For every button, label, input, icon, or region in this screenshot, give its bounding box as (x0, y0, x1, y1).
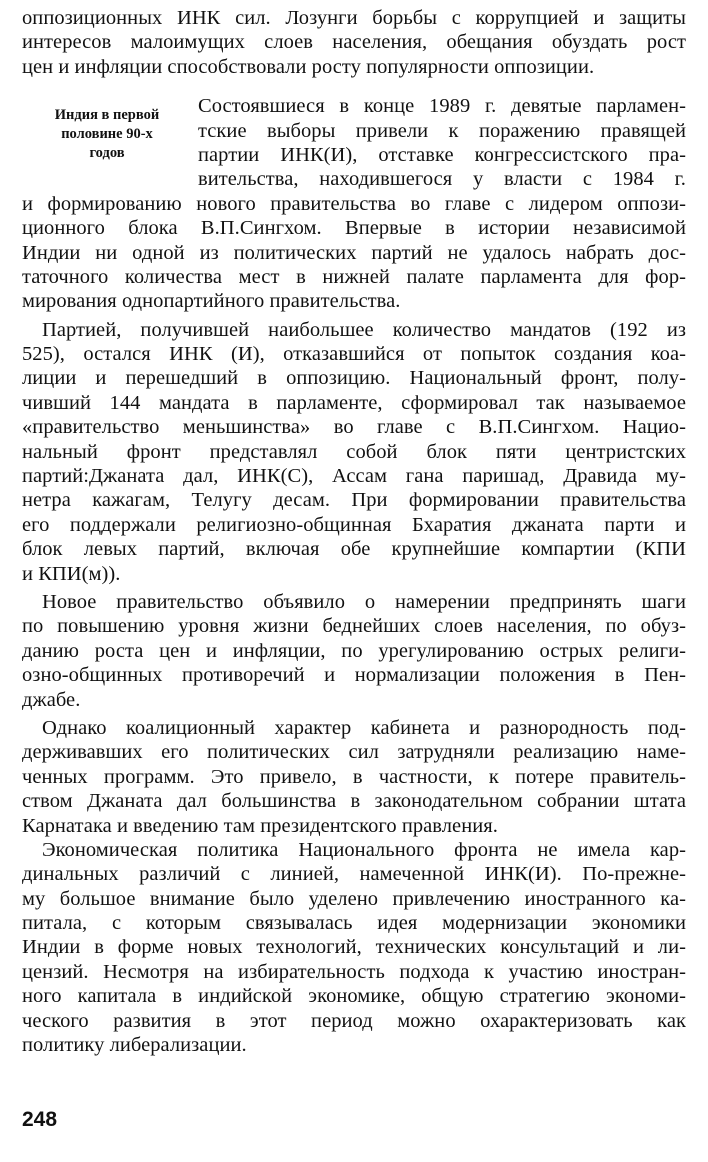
paragraph-3 (22, 590, 686, 712)
text-line: партий:Джаната дал, ИНК(С), Ассам гана паришад, Дравида му- (22, 465, 686, 488)
paragraph-4 (22, 716, 686, 838)
text-line: интересов малоимущих слоев населения, обещания обуздать рост (22, 31, 686, 54)
section-heading-line: половине 90-х (61, 126, 153, 143)
text-line: по повышению уровня жизни беднейших слоев населения, по обуз- (22, 615, 686, 638)
text-line: му большое внимание было уделено привлечению иностранного ка- (22, 887, 686, 910)
text-line: Карнатака и введению там президентского правления. (22, 814, 498, 837)
text-line: и формированию нового правительства во главе с лидером оппози- (22, 192, 686, 215)
section-heading-line: Индия в первой (54, 107, 160, 124)
intro-paragraph (22, 6, 686, 79)
section-heading-line: годов (89, 145, 125, 162)
paragraph-2 (22, 318, 686, 586)
text-line: ством Джаната дал большинства в законодательном собрании штата (22, 790, 686, 813)
text-line: Партией, получившей наибольшее количество мандатов (192 из (42, 318, 686, 341)
text-line: Экономическая политика Национального фронта не имела кар- (42, 838, 686, 861)
text-line: джабе. (22, 688, 81, 711)
text-line: его поддержали религиозно-общинная Бхаратия джаната парти и (22, 513, 686, 536)
paragraph-5 (22, 838, 686, 1058)
text-line: таточного количества мест в нижней палате парламента для фор- (22, 265, 686, 288)
section-opening-text (198, 94, 686, 192)
text-line: ческого развития в этот период можно охарактеризовать как (22, 1009, 686, 1032)
text-line: 525), остался ИНК (И), отказавшийся от попыток создания коа- (22, 343, 686, 366)
text-line: политику либерализации. (22, 1034, 247, 1057)
text-line: данию роста цен и инфляции, по урегулированию острых религи- (22, 639, 686, 662)
text-line: ченных программ. Это привело, в частности, к потере правитель- (22, 765, 686, 788)
text-line: держивавших его политических сил затрудняли реализацию наме- (22, 741, 686, 764)
text-line: цензий. Несмотря на избирательность подхода к участию иностран- (22, 960, 686, 983)
text-line: цен и инфляции способствовали росту популярности оппозиции. (22, 55, 595, 78)
text-line: чивший 144 мандата в парламенте, сформировал так называемое (22, 391, 686, 414)
text-line: «правительство меньшинства» во главе с В.П.Сингхом. Нацио- (22, 416, 686, 439)
text-line: Индии в форме новых технологий, технических консультаций и ли- (22, 936, 686, 959)
text-line: блок левых партий, включая обе крупнейшие компартии (КПИ (22, 538, 686, 561)
text-line: вительства, находившегося у власти с 1984 г. (198, 168, 686, 191)
text-line: нетра кажагам, Телугу десам. При формировании правительства (22, 489, 686, 512)
text-line: Индии ни одной из политических партий не удалось набрать дос- (22, 241, 686, 264)
text-line: озно-общинных противоречий и нормализации положения в Пен- (22, 664, 686, 687)
paragraph-1-continuation (22, 192, 686, 314)
text-line: Состоявшиеся в конце 1989 г. девятые парламен- (198, 95, 686, 118)
text-line: нальный фронт представлял собой блок пяти центристских (22, 440, 686, 463)
text-line: тские выборы привели к поражению правящей (198, 119, 686, 142)
page-number: 248 (22, 1108, 58, 1131)
text-line: партии ИНК(И), отставке конгрессистского пра- (198, 143, 686, 166)
text-line: Новое правительство объявило о намерении предпринять шаги (42, 590, 686, 613)
text-line: и КПИ(м)). (22, 562, 121, 585)
text-line: ционного блока В.П.Сингхом. Впервые в истории независимой (22, 217, 686, 240)
section-block (22, 94, 686, 192)
text-line: питала, с которым связывалась идея модернизации экономики (22, 912, 686, 935)
text-line: оппозиционных ИНК сил. Лозунги борьбы с коррупцией и защиты (22, 7, 686, 29)
text-line: лиции и перешедший в оппозицию. Национальный фронт, полу- (22, 367, 686, 390)
book-page (22, 6, 686, 1057)
text-line: Однако коалиционный характер кабинета и разнородность под- (42, 716, 686, 739)
text-line: мирования однопартийного правительства. (22, 290, 401, 313)
text-line: ного капитала в индийской экономике, общую стратегию экономи- (22, 985, 686, 1008)
section-heading (22, 106, 192, 163)
text-line: динальных различий с линией, намеченной ИНК(И). По-прежне- (22, 863, 686, 886)
